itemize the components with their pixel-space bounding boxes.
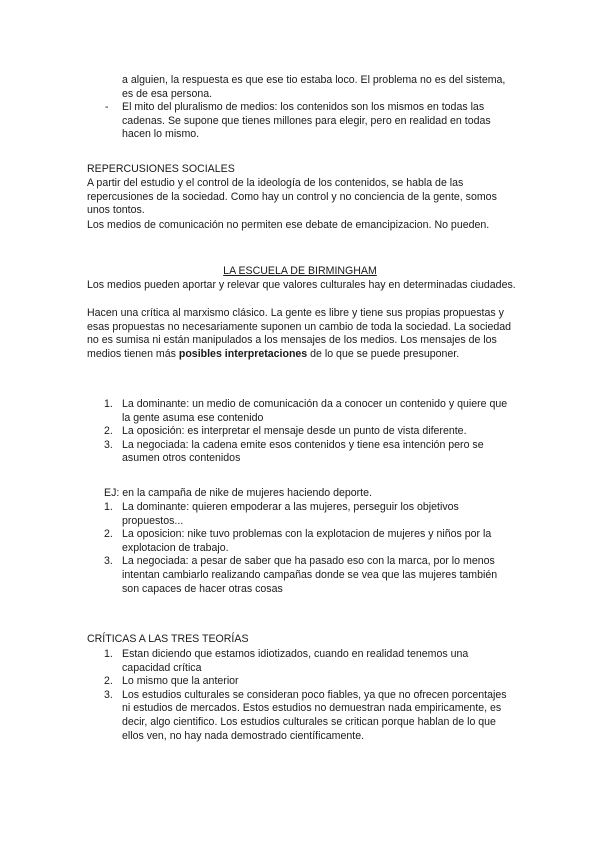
criticas-list [87,648,517,743]
section-heading-repercusiones: REPERCUSIONES SOCIALES [87,163,235,175]
example-readings-list [87,501,517,596]
list-item: 3. La negociada: a pesar de saber que ha pasado eso con la marca, por lo menos intentan cambiarlo realizando campañas donde se vea que las mujeres también son capaces de hacer otras cosas [104,555,498,595]
example-intro: EJ: en la campaña de nike de mujeres haciendo deporte. [104,487,372,499]
repercusiones-paragraph-2: Los medios de comunicación no permiten ese debate de emancipizacion. No pueden. [87,219,490,231]
dash-list-item-text: El mito del pluralismo de medios: los contenidos son los mismos en todas las cadenas. Se supone que tienes millones para elegir, pero en realidad en todas hacen lo mismo. [122,101,491,141]
section-heading-criticas: CRÍTICAS A LAS TRES TEORÍAS [87,633,249,645]
list-item: 2. La oposición: es interpretar el mensaje desde un punto de vista diferente. [104,425,467,438]
repercusiones-paragraph-1: A partir del estudio y el control de la ideología de los contenidos, se habla de las repercusiones de la sociedad. Como hay un control y no conciencia de la gente, somos unos tontos. [87,177,497,217]
dash-marker: - [105,101,109,113]
list-item: 1. Estan diciendo que estamos idiotizados, cuando en realidad tenemos una capacidad crítica [104,648,469,674]
list-item: 1. La dominante: quieren empoderar a las mujeres, perseguir los objetivos propuestos... [104,501,459,527]
birmingham-paragraph-1: Los medios pueden aportar y relevar que valores culturales hay en determinadas ciudades. [87,279,516,291]
list-item: 1. La dominante: un medio de comunicación da a conocer un contenido y quiere que la gente asuma ese contenido [104,398,508,424]
list-item: 2. La oposicion: nike tuvo problemas con la explotacion de mujeres y niños por la explotacion de trabajo. [104,528,492,554]
list-item: 3. La negociada: la cadena emite esos contenidos y tiene esa intención pero se asumen otros contenidos [104,438,484,465]
list-item: 3. Los estudios culturales se consideran poco fiables, ya que no ofrecen porcentajes ni estudios de mercados. Estos estudios no demuestran nada empiricamente, es decir, algo cientifico. Los estudios culturales se critican porque hablan de lo que ellos ven, no hay nada demostrado científicamente. [104,688,507,742]
bold-phrase: posibles interpretaciones [178,347,308,360]
continuation-text: a alguien, la respuesta es que ese tio estaba loco. El problema no es del sistema, es de esa persona. [122,74,506,100]
list-item: 2. Lo mismo que la anterior [104,675,239,688]
birmingham-paragraph-2: Hacen una crítica al marxismo clásico. La gente es libre y tiene sus propias propuestas y esas propuestas no necesariamente suponen un cambio de toda la sociedad. La sociedad no es sumisa ni están manipulados a los mensajes de los medios. Los mensajes de los medios tienen más posibles interpretaciones de lo que se puede presuponer. [87,307,512,360]
birmingham-readings-list [87,398,517,466]
section-title-birmingham: LA ESCUELA DE BIRMINGHAM [223,265,377,277]
